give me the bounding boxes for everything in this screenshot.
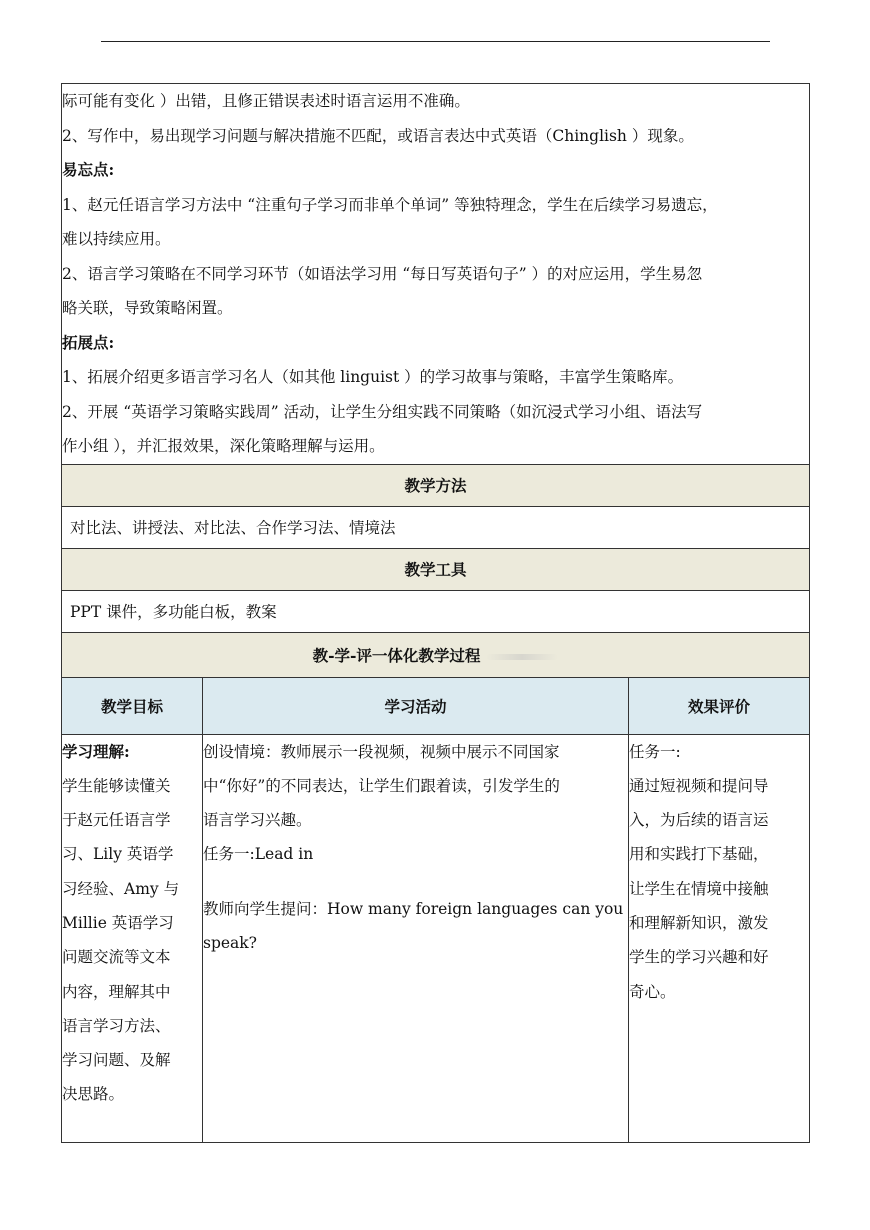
evaluation-line: 任务一: [629, 742, 681, 761]
difficulty-line: 2、写作中，易出现学习问题与解决措施不匹配，或语言表达中式英语（Chinglish ）现象。 [62, 126, 694, 145]
activity-line: 创设情境：教师展示一段视频，视频中展示不同国家 [203, 742, 560, 761]
process-row [62, 734, 810, 1142]
goal-line: 于赵元任语言学 [62, 811, 171, 830]
forgettable-line: 1、赵元任语言学习方法中 “注重句子学习而非单个单词” 等独特理念，学生在后续学习易遗忘， [62, 195, 718, 214]
paragraph-gap [203, 872, 628, 892]
evaluation-cell [629, 734, 810, 1142]
goal-line: 问题交流等文本 [62, 948, 171, 967]
evaluation-line: 让学生在情境中接触 [629, 879, 769, 898]
evaluation-line: 通过短视频和提问导 [629, 776, 769, 795]
col-header-activity: 学习活动 [203, 677, 629, 734]
extension-heading: 拓展点: [62, 332, 115, 352]
goal-line: 内容，理解其中 [62, 982, 171, 1001]
extension-line: 2、开展 “英语学习策略实践周” 活动，让学生分组实践不同策略（如沉浸式学习小组、语法写 [62, 402, 703, 421]
difficulty-line: 际可能有变化 ）出错，且修正错误表述时语言运用不准确。 [62, 92, 470, 110]
evaluation-line: 用和实践打下基础， [629, 845, 769, 864]
tools-text: PPT 课件，多功能白板，教案 [62, 590, 810, 632]
evaluation-line: 入，为后续的语言运 [629, 811, 769, 830]
evaluation-line: 奇心。 [629, 982, 676, 1001]
watermark-smudge [486, 654, 558, 660]
col-header-goal: 教学目标 [62, 677, 203, 734]
goal-line: 学生能够读懂关 [62, 776, 171, 795]
goal-cell [62, 734, 203, 1142]
process-heading: 教-学-评一体化教学过程 [312, 645, 481, 665]
activity-line: 中“你好”的不同表达，让学生们跟着读，引发学生的 [203, 776, 560, 795]
tools-heading: 教学工具 [62, 548, 810, 590]
points-cell [62, 84, 810, 465]
activity-question-line: speak? [203, 933, 257, 952]
header-rule [101, 41, 770, 42]
activity-cell [203, 734, 629, 1142]
forgettable-line: 略关联，导致策略闲置。 [62, 299, 233, 317]
goal-line: 习经验、Amy 与 [62, 879, 180, 898]
column-header-row [62, 677, 810, 734]
activity-line: 语言学习兴趣。 [203, 811, 312, 830]
goal-line: Millie 英语学习 [62, 913, 174, 932]
goal-line: 学习问题、及解 [62, 1051, 171, 1070]
goal-line: 决思路。 [62, 1085, 125, 1104]
col-header-evaluation: 效果评价 [629, 677, 810, 734]
process-heading-cell [62, 632, 810, 677]
goal-line: 习、Lily 英语学 [62, 845, 174, 864]
evaluation-line: 学生的学习兴趣和好 [629, 948, 769, 967]
goal-line: 语言学习方法、 [62, 1016, 171, 1035]
points-row [62, 84, 810, 465]
goal-title: 学习理解: [62, 741, 130, 761]
activity-line: 任务一:Lead in [203, 845, 314, 864]
methods-heading: 教学方法 [62, 464, 810, 506]
extension-line: 作小组 ），并汇报效果，深化策略理解与运用。 [62, 437, 385, 455]
forgettable-heading: 易忘点: [62, 160, 115, 179]
forgettable-line: 难以持续应用。 [62, 230, 171, 248]
extension-line: 1、拓展介绍更多语言学习名人（如其他 linguist ）的学习故事与策略，丰富学生策略库。 [62, 368, 684, 386]
evaluation-line: 和理解新知识，激发 [629, 913, 769, 932]
forgettable-line: 2、语言学习策略在不同学习环节（如语法学习用 “每日写英语句子” ）的对应运用，学生易忽 [62, 264, 703, 283]
lesson-plan-table [61, 83, 810, 1143]
methods-text: 对比法、讲授法、对比法、合作学习法、情境法 [62, 506, 810, 548]
activity-question-line: 教师向学生提问：How many foreign languages can you [203, 899, 624, 918]
